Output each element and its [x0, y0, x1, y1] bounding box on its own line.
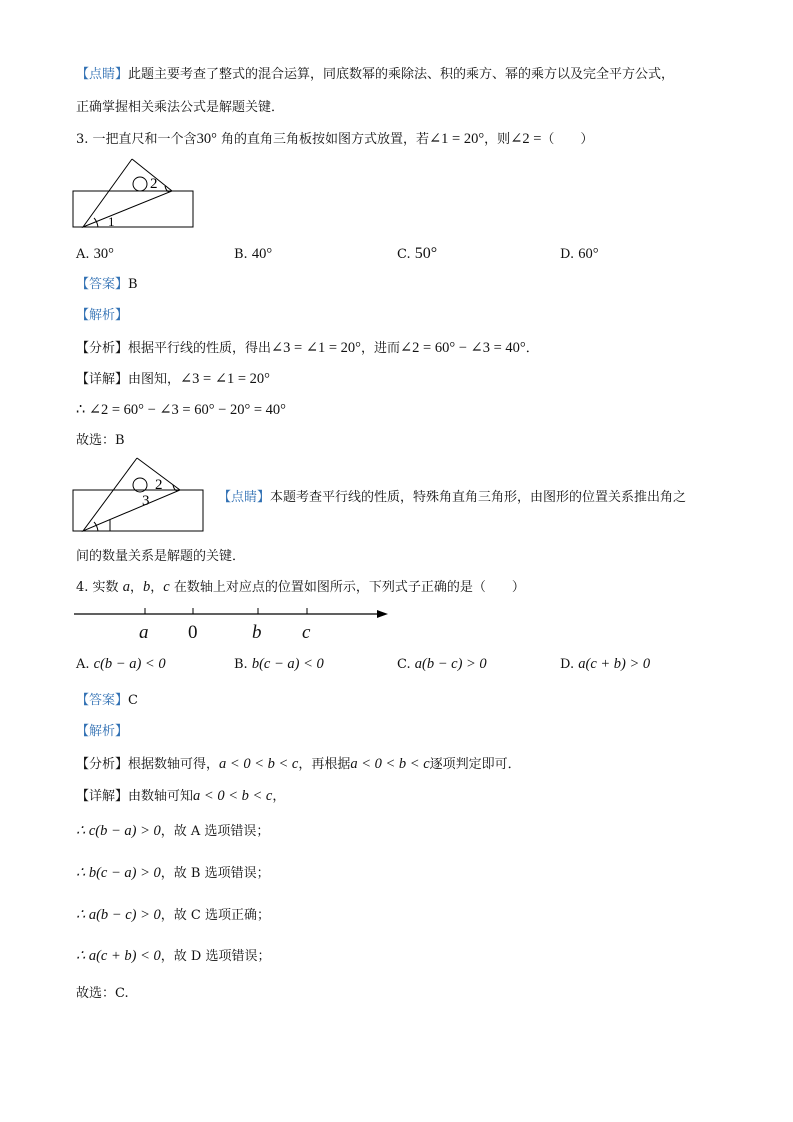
comma: ， — [129, 580, 143, 595]
answer-tag: 【答案】 — [76, 277, 129, 292]
step-math: ∴ a(b − c) > 0 — [76, 907, 161, 923]
option-expr: a(b − c) > 0 — [414, 656, 487, 672]
option-letter: C. — [397, 247, 411, 262]
option-letter: A. — [76, 247, 90, 262]
answer-value: B — [128, 277, 138, 292]
fenxi-text: 根据平行线的性质，得出 — [128, 341, 272, 356]
q4-detail — [76, 787, 285, 806]
q4-option-d — [560, 655, 650, 674]
q3-detail — [76, 370, 270, 389]
q3-stem-b: 角的直角三角板按如图方式放置，若 — [221, 132, 430, 147]
q3-number: 3. — [76, 132, 89, 147]
fenxi-math: ∠2 = 60° − ∠3 = 40° — [400, 340, 526, 356]
option-letter: B. — [234, 247, 248, 262]
q4-option-c — [397, 655, 487, 674]
q4-number: 4. — [76, 580, 89, 595]
axis-label-b: b — [252, 622, 262, 643]
option-letter: C. — [397, 657, 411, 672]
fenxi-text: 逐项判定即可． — [429, 757, 521, 772]
q4-step-1 — [76, 822, 269, 841]
q3-tip-line-1 — [218, 489, 686, 507]
q3-option-c — [397, 245, 437, 264]
q4-stem-b: 在数轴上对应点的位置如图所示，下列式子正确的是 — [173, 580, 473, 595]
q4-answer — [76, 692, 138, 710]
detail-tag: 【详解】 — [76, 789, 129, 804]
q3-choose: 故选：B — [76, 433, 125, 448]
detail-math: a < 0 < b < c — [193, 788, 273, 804]
q3-figure-annotated — [70, 455, 205, 535]
detail-math: ∠3 = ∠1 = 20° — [180, 371, 270, 387]
fig2-label-2: 2 — [155, 477, 163, 493]
option-value: 60° — [578, 246, 599, 262]
q4-paren: （ ） — [472, 580, 525, 595]
q3-tip-line-2: 间的数量关系是解题的关键． — [76, 549, 246, 564]
step-text: ，故 B 选项错误； — [160, 866, 270, 881]
detail-tag: 【详解】 — [76, 372, 129, 387]
q3-paren: （ ） — [541, 132, 594, 147]
axis-label-0: 0 — [188, 622, 198, 643]
q3-option-d — [560, 245, 599, 264]
q3-answer — [76, 276, 138, 294]
q4-choose: 故选：C. — [76, 986, 129, 1001]
fenxi-tag: 【分析】 — [76, 757, 129, 772]
option-letter: B. — [234, 657, 248, 672]
q4-stem-a: 实数 — [92, 580, 119, 595]
step-text: ，故 C 选项正确； — [160, 908, 270, 923]
fenxi-text: ． — [525, 341, 539, 356]
detail-text: 由数轴可知 — [128, 789, 194, 804]
fenxi-text: 根据数轴可得， — [128, 757, 220, 772]
number-line — [72, 604, 392, 624]
answer-tag: 【答案】 — [76, 693, 129, 708]
tip-tag: 【点睛】 — [76, 67, 129, 82]
tip-text: 此题主要考查了整式的混合运算，同底数幂的乘除法、积的乘方、幂的乘方以及完全平方公式， — [128, 67, 675, 82]
q4-stem — [76, 578, 525, 597]
q4-step-3 — [76, 906, 270, 925]
axis-label-c: c — [302, 622, 311, 643]
step-text: ，故 D 选项错误； — [160, 949, 271, 964]
q3-stem-c: ，则 — [484, 132, 511, 147]
fig2-label-3: 3 — [142, 493, 150, 509]
step-math: ∴ b(c − a) > 0 — [76, 865, 161, 881]
fenxi-text: ，再根据 — [298, 757, 351, 772]
q3-deg30: 30° — [196, 131, 217, 147]
q3-stem — [76, 130, 593, 149]
q4-analysis-tag: 【解析】 — [76, 724, 129, 739]
option-expr: c(b − a) < 0 — [93, 656, 166, 672]
var-c: c — [163, 579, 170, 595]
tip-line-1 — [76, 66, 674, 84]
q3-condition: ∠1 = 20° — [429, 131, 485, 147]
fenxi-math: ∠3 = ∠1 = 20° — [271, 340, 361, 356]
option-letter: D. — [560, 247, 575, 262]
answer-value: C — [128, 693, 138, 708]
axis-label-a: a — [139, 622, 149, 643]
comma: ， — [150, 580, 164, 595]
q4-step-2 — [76, 864, 270, 883]
q3-fenxi — [76, 339, 539, 358]
q4-fenxi — [76, 755, 521, 774]
option-expr: a(c + b) > 0 — [578, 656, 651, 672]
detail-text: 由图知， — [128, 372, 181, 387]
tip-tag: 【点睛】 — [218, 490, 271, 505]
fenxi-text: ，进而 — [360, 341, 400, 356]
fenxi-tag: 【分析】 — [76, 341, 129, 356]
q4-option-a — [76, 655, 166, 674]
q3-stem-a: 一把直尺和一个含 — [92, 132, 197, 147]
option-letter: A. — [76, 657, 90, 672]
q3-option-b — [234, 245, 272, 264]
option-letter: D. — [560, 657, 575, 672]
fenxi-math: a < 0 < b < c — [350, 756, 430, 772]
option-expr: b(c − a) < 0 — [251, 656, 324, 672]
var-b: b — [142, 579, 151, 595]
q4-step-4 — [76, 947, 270, 966]
step-math: ∴ c(b − a) > 0 — [76, 823, 161, 839]
tip-text: 本题考查平行线的性质，特殊角直角三角形，由图形的位置关系推出角之 — [270, 490, 687, 505]
var-a: a — [122, 579, 130, 595]
q3-figure — [70, 156, 200, 232]
q4-option-b — [234, 655, 324, 674]
step-math: ∴ a(c + b) < 0 — [76, 948, 161, 964]
detail-text: ， — [272, 789, 286, 804]
fig1-label-1: 1 — [108, 214, 115, 229]
fenxi-math: a < 0 < b < c — [219, 756, 299, 772]
option-value: 50° — [414, 245, 438, 262]
step-text: ，故 A 选项错误； — [160, 824, 270, 839]
q3-ask: ∠2 = — [510, 131, 542, 147]
q3-option-a — [76, 245, 114, 264]
option-value: 40° — [251, 246, 273, 262]
option-value: 30° — [93, 246, 114, 262]
fig1-label-2: 2 — [150, 176, 158, 192]
tip-line-2: 正确掌握相关乘法公式是解题关键． — [76, 100, 285, 115]
q3-step-2: ∴ ∠2 = 60° − ∠3 = 60° − 20° = 40° — [76, 402, 286, 418]
q3-analysis-tag: 【解析】 — [76, 308, 129, 323]
